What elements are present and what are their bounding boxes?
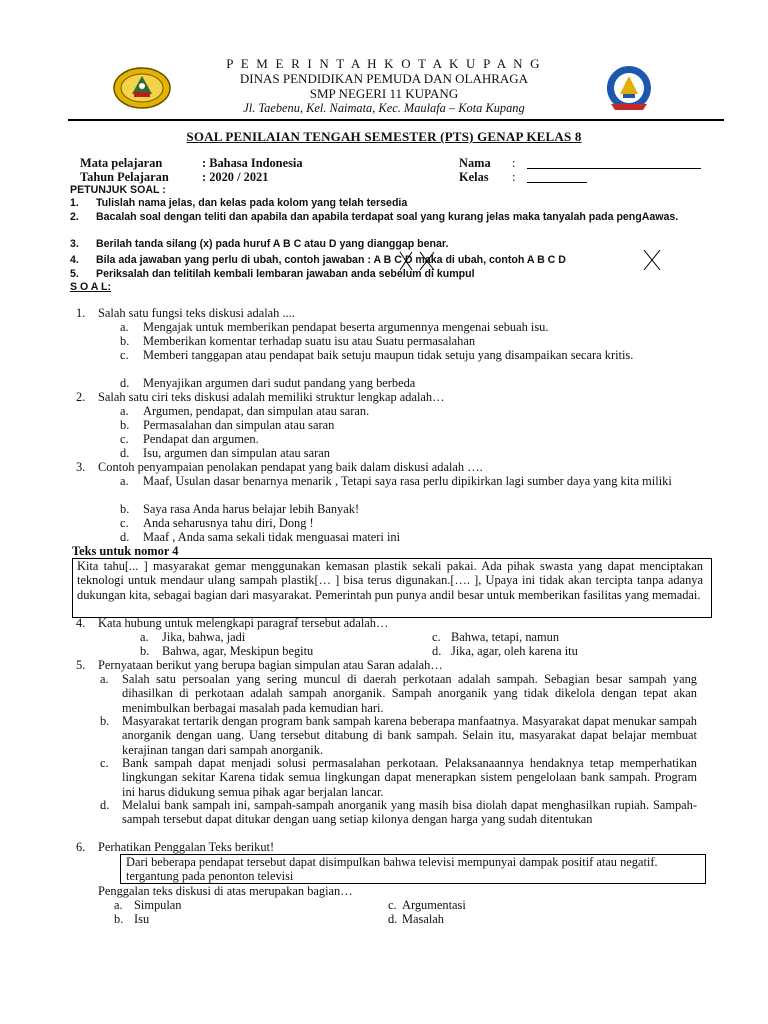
instruction-item <box>70 211 768 237</box>
instruction-number: 2. <box>70 211 79 223</box>
question-number: 2. <box>76 390 86 404</box>
option-text: Argumen, pendapat, dan simpulan atau saran. <box>143 404 370 418</box>
option-label: a. <box>100 672 109 686</box>
header-school: SMP NEGERI 11 KUPANG <box>309 86 459 101</box>
option-text: Bahwa, agar, Meskipun begitu <box>162 644 314 658</box>
option-text: Pendapat dan argumen. <box>143 432 259 446</box>
option-text: Simpulan <box>134 898 182 912</box>
option-label: d. <box>388 912 398 926</box>
option-label: b. <box>114 912 124 926</box>
option-label: c. <box>120 516 129 530</box>
option-label: d. <box>120 446 130 460</box>
year-label: Tahun Pelajaran <box>80 170 169 184</box>
option-text: Salah satu persoalan yang sering muncul di daerah perkotaan adalah sampah. Sebagian besar sampah yang dihasilkan di perkotaan adalah sampah anorganik. Sampah anorganik yang tidak dikelola dengan tepat akan menimbulkan berbagai masalah pada kemudian hari. <box>122 672 697 715</box>
option-text: Argumentasi <box>402 898 466 912</box>
name-colon: : <box>512 156 516 170</box>
option-label: d. <box>120 376 130 390</box>
instruction-text: Bacalah soal dengan teliti dan apabila dan apabila terdapat soal yang kurang jelas maka tanyalah pada pengAawas. <box>96 211 679 223</box>
question-prompt: Penggalan teks diskusi di atas merupakan bagian… <box>98 884 353 898</box>
option-text: Permasalahan dan simpulan atau saran <box>143 418 335 432</box>
option-label: d. <box>432 644 442 658</box>
option-label: b. <box>100 714 110 728</box>
option-text: Anda seharusnya tahu diri, Dong ! <box>143 516 314 530</box>
subject-label: Mata pelajaran <box>80 156 163 170</box>
option-label: d. <box>100 798 110 812</box>
option-label: b. <box>120 418 130 432</box>
name-field-line[interactable] <box>527 168 701 169</box>
year-value: : 2020 / 2021 <box>202 170 269 184</box>
question-number: 1. <box>76 306 86 320</box>
class-field-line[interactable] <box>527 182 587 183</box>
option-label: a. <box>140 630 149 644</box>
option-label: b. <box>120 334 130 348</box>
instruction-text: Periksalah dan telitilah kembali lembaran jawaban anda sebelum di kumpul <box>96 268 475 280</box>
question-stem: Salah satu ciri teks diskusi adalah memiliki struktur lengkap adalah… <box>98 390 445 404</box>
option-text: Saya rasa Anda harus belajar lebih Banyak! <box>143 502 360 516</box>
option-text: Memberikan komentar terhadap suatu isu atau Suatu permasalahan <box>143 334 476 348</box>
option-text: Memberi tanggapan atau pendapat baik setuju maupun tidak setuju yang disampaikan secara kritis. <box>143 348 634 362</box>
option-label: c. <box>120 432 129 446</box>
option-text: Bank sampah dapat menjadi solusi permasalahan perkotaan. Pelaksanaannya hendaknya tetap memperhatikan lingkungan sekitar Karena tidak semua lingkungan dapat menerapkan sistem pengelolaan bank sampah. Program ini harus didukung semua pihak agar berjalan lancar. <box>122 756 697 799</box>
option-text: Masyarakat tertarik dengan program bank sampah karena beberapa manfaatnya. Masyarakat dapat menukar sampah anorganik dengan uang. Uang tersebut ditabung di bank sampah. Selain itu, masyarakat dapat belajar membuat kerajinan tangan dari sampah anorganik. <box>122 714 697 757</box>
option-label: b. <box>140 644 150 658</box>
instruction-item <box>70 268 768 281</box>
option-label: a. <box>114 898 123 912</box>
instruction-text: Tulislah nama jelas, dan kelas pada kolom yang telah tersedia <box>96 197 408 209</box>
header-department: DINAS PENDIDIKAN PEMUDA DAN OLAHRAGA <box>239 71 529 86</box>
option-label: c. <box>432 630 441 644</box>
option-label: c. <box>100 756 109 770</box>
option-text: Jika, agar, oleh karena itu <box>451 644 578 658</box>
passage-text: Kita tahu[... ] masyarakat gemar menggunakan kemasan plastik sekali pakai. Ada pihak swasta yang dapat menciptakan teknologi untuk mendaur ulang sampah plastik[… ] bisa terus digunakan.[…. ], Upaya ini tidak akan tercipta tanpa adanya dukungan kita, sebagai bagian dari masyarakat. Pemerintah pun punya andil besar untuk memberikan fasilitas yang memadai. <box>77 559 703 602</box>
option-text: Masalah <box>402 912 444 926</box>
instructions-heading: PETUNJUK SOAL : <box>70 184 166 196</box>
option-label: a. <box>120 320 129 334</box>
option-text: Jika, bahwa, jadi <box>162 630 246 644</box>
option-label: a. <box>120 404 129 418</box>
instruction-number: 1. <box>70 197 79 209</box>
option-text: Melalui bank sampah ini, sampah-sampah anorganik yang masih bisa diolah dapat menghasilkan rupiah. Sampah-sampah tersebut dapat ditukar dengan uang setiap kilonya dengan harga yang sudah ditentukan <box>122 798 697 827</box>
option-label: c. <box>120 348 129 362</box>
name-label: Nama <box>459 156 491 170</box>
option-text: Maaf, Usulan dasar benarnya menarik , Tetapi saya rasa perlu dipikirkan lagi sumber daya yang kita miliki <box>143 474 672 488</box>
option-text: Bahwa, tetapi, namun <box>451 630 560 644</box>
question-number: 6. <box>76 840 86 854</box>
question-number: 5. <box>76 658 86 672</box>
instruction-item <box>70 197 768 210</box>
header-rule <box>68 119 724 121</box>
option-label: d. <box>120 530 130 544</box>
section-soal-heading: S O A L: <box>70 281 111 293</box>
question-stem: Salah satu fungsi teks diskusi adalah .... <box>98 306 295 320</box>
subject-value: : Bahasa Indonesia <box>202 156 303 170</box>
excerpt-text: Dari beberapa pendapat tersebut dapat disimpulkan bahwa televisi mempunyai dampak positif atau negatif. tergantung pada penonton televisi <box>126 855 658 884</box>
instruction-text: Berilah tanda silang (x) pada huruf A B C atau D yang dianggap benar. <box>96 238 449 250</box>
instruction-number: 3. <box>70 238 79 250</box>
option-label: b. <box>120 502 130 516</box>
question-number: 4. <box>76 616 86 630</box>
header-address: Jl. Taebenu, Kel. Naimata, Kec. Maulafa – Kota Kupang <box>243 101 525 115</box>
instruction-number: 5. <box>70 268 79 280</box>
instruction-number: 4. <box>70 254 79 266</box>
option-text: Isu <box>134 912 150 926</box>
header-government: P E M E R I N T A H K O T A K U P A N G <box>226 56 542 71</box>
question-stem: Perhatikan Penggalan Teks berikut! <box>98 840 275 854</box>
question-stem: Kata hubung untuk melengkapi paragraf tersebut adalah… <box>98 616 389 630</box>
option-text: Mengajak untuk memberikan pendapat beserta argumennya mengenai sebuah isu. <box>143 320 549 334</box>
exam-title: SOAL PENILAIAN TENGAH SEMESTER (PTS) GENAP KELAS 8 <box>186 129 582 144</box>
class-label: Kelas <box>459 170 489 184</box>
instruction-text: Bila ada jawaban yang perlu di ubah, contoh jawaban : A B C D maka di ubah, contoh A B C D <box>96 254 566 266</box>
option-text: Isu, argumen dan simpulan atau saran <box>143 446 330 460</box>
option-text: Menyajikan argumen dari sudut pandang yang berbeda <box>143 376 416 390</box>
question-number: 3. <box>76 460 86 474</box>
option-label: c. <box>388 898 397 912</box>
option-label: a. <box>120 474 129 488</box>
question-stem: Contoh penyampaian penolakan pendapat yang baik dalam diskusi adalah …. <box>98 460 483 474</box>
question-stem: Pernyataan berikut yang berupa bagian simpulan atau Saran adalah… <box>98 658 443 672</box>
class-colon: : <box>512 170 516 184</box>
option-text: Maaf , Anda sama sekali tidak menguasai materi ini <box>143 530 401 544</box>
text-for-question-4-heading: Teks untuk nomor 4 <box>72 544 179 558</box>
